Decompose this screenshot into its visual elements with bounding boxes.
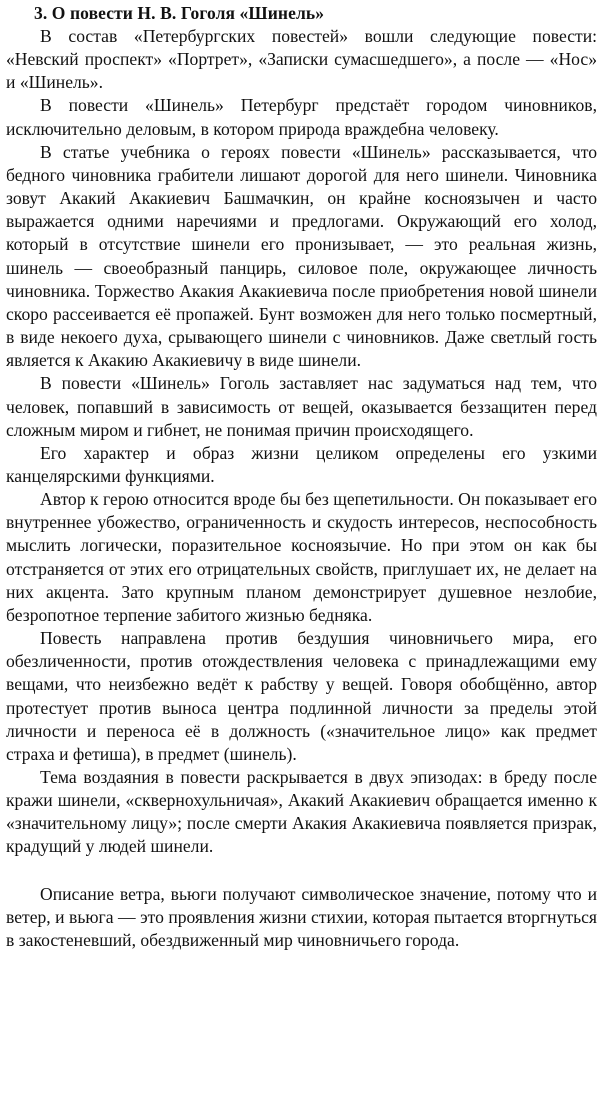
- paragraph-dependence-on-things: В повести «Шинель» Гоголь заставляет нас задуматься над тем, что человек, попавший в зависимость от вещей, оказывается беззащитен перед сложным миром и гибнет, не понимая причин происходящего.: [6, 373, 597, 440]
- paragraph-textbook-article: В статье учебника о героях повести «Шинель» рассказывается, что бедного чиновника грабители лишают дорогой для него шинели. Чиновника зовут Акакий Акакиевич Башмачкин, он крайне косноязычен и часто выражается одними наречиями и предлогами. Окружающий его холод, который в отсутствие шинели его пронизывает, — это реальная жизнь, шинель — своеобразный панцирь, силовое поле, окружающее личность чиновника. Торжество Акакия Акакиевича после приобретения новой шинели скоро рассеивается её пропажей. Бунт возможен для него только посмертный, в виде некоего духа, срывающего шинели с чиновников. Даже светлый гость является к Акакию Акакиевичу в виде шинели.: [6, 141, 597, 371]
- paragraph-author-attitude: Автор к герою относится вроде бы без щепетильности. Он показывает его внутреннее убожество, ограниченность и скудость интересов, неспособность мыслить логически, поразительное косноязычие. Но при этом он как бы отстраняется от этих его отрицательных свойств, приглушает их, не делает на них акцента. Зато крупным планом демонстрирует душевное незлобие, безропотное терпение забитого жизнью бедняка.: [6, 489, 597, 625]
- section-title: 3. О повести Н. В. Гоголя «Шинель»: [34, 3, 325, 23]
- paragraph-gap: [6, 859, 597, 883]
- paragraph-character: Его характер и образ жизни целиком определены его узкими канцелярскими функциями.: [6, 442, 597, 486]
- paragraph-retribution: Тема воздаяния в повести раскрывается в двух эпизодах: в бреду после кражи шинели, «сквернохульничая», Акакий Акакиевич обращается именно к «значительному лицу»; после смерти Акакия Акакиевича появляется призрак, крадущий у людей шинели.: [6, 767, 597, 857]
- paragraph-against-soullessness: Повесть направлена против бездушия чиновничьего мира, его обезличенности, против отождествления человека с принадлежащими ему вещами, что неизбежно ведёт к рабству у вещей. Говоря обобщённо, автор протестует против выноса центра подлинной личности за пределы этой личности и переноса её в должность («значительное лицо» как предмет страха и фетиша), в предмет (шинель).: [6, 628, 597, 764]
- paragraph-collection: В состав «Петербургских повестей» вошли следующие повести: «Невский проспект» «Портрет», «Записки сумасшедшего», а после — «Нос» и «Шинель».: [6, 26, 597, 93]
- paragraph-wind-blizzard: Описание ветра, вьюги получают символическое значение, потому что и ветер, и вьюга — это проявления жизни стихии, которая пытается вторгнуться в закостеневший, обездвиженный мир чиновничьего города.: [6, 883, 597, 950]
- paragraph-petersburg: В повести «Шинель» Петербург предстаёт городом чиновников, исключительно деловым, в котором природа враждебна человеку.: [6, 95, 597, 139]
